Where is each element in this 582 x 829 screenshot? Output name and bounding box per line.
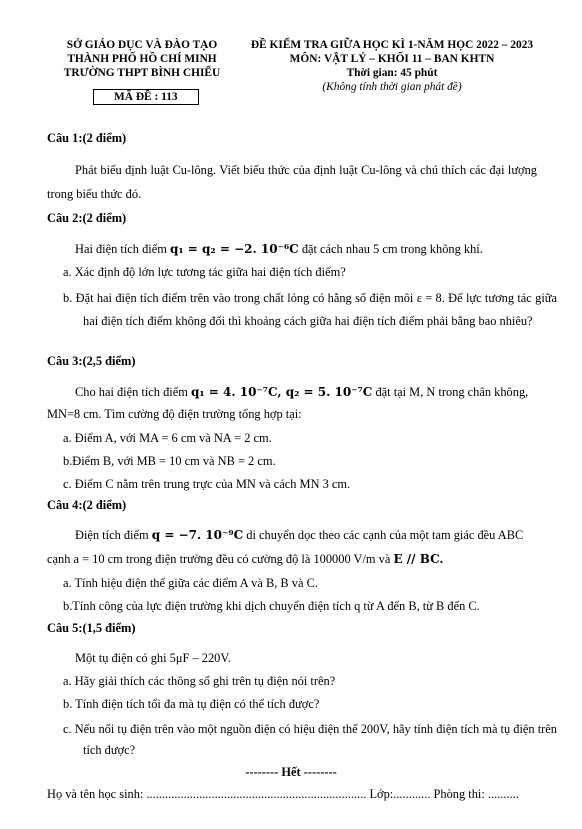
q2-part-b: b. Đặt hai điện tích điểm trên vào trong chất lỏng có hằng số điện môi ε = 8. Để lực tương tác giữa hai điện tích điểm không đổi thì khoảng cách giữa hai điện tích điểm phải bằng bao nhiêu? (63, 291, 557, 328)
q5-title: Câu 5:(1,5 điểm) (47, 621, 136, 635)
q3-part-b: b.Điểm B, với MB = 10 cm và NB = 2 cm. (63, 454, 276, 468)
q3-part-a: a. Điểm A, với MA = 6 cm và NA = 2 cm. (63, 431, 272, 445)
exam-title: ĐỀ KIỂM TRA GIỮA HỌC KÌ 1-NĂM HỌC 2022 – 2023 (250, 39, 534, 51)
q4-part-a: a. Tính hiệu điện thế giữa các điểm A và B, B và C. (63, 576, 318, 590)
q3-formula: q₁ = 4. 10⁻⁷C, q₂ = 5. 10⁻⁷C (190, 385, 373, 399)
q1-text: Phát biểu định luật Cu-lông. Viết biểu thức của định luật Cu-lông và chú thích các đại lượng trong biểu thức đó. (47, 163, 537, 201)
exam-code-box (93, 89, 199, 105)
school-name: TRƯỜNG THPT BÌNH CHIỂU (63, 67, 221, 79)
q2-part-a: a. Xác định độ lớn lực tương tác giữa hai điện tích điểm? (63, 265, 346, 279)
q5-part-c: c. Nếu nối tụ điện trên vào một nguồn điện có hiệu điện thế 200V, hãy tính điện tích mà tụ điện trên tích được? (63, 722, 557, 757)
end-marker: -------- Hết -------- (245, 765, 337, 779)
q5-part-b: b. Tính điện tích tối đa mà tụ điện có thể tích được? (63, 697, 320, 711)
q4-part-b: b.Tính công của lực điện trường khi dịch chuyển điện tích q từ A đến B, từ B đến C. (63, 599, 480, 613)
q4-line2-formula: E // BC. (393, 552, 444, 566)
exam-code: MÃ ĐỀ : 113 (114, 91, 178, 103)
subject-line: MÔN: VẬT LÝ – KHỐI 11 – BAN KHTN (289, 53, 495, 65)
q3-part-c: c. Điểm C nằm trên trung trực của MN và cách MN 3 cm. (63, 477, 351, 491)
q4-formula: q = −7. 10⁻⁹C (151, 528, 244, 542)
q3-intro-a: Cho hai điện tích điểm (75, 385, 188, 399)
q4-title: Câu 4:(2 điểm) (47, 498, 127, 512)
header-left (58, 38, 226, 80)
department-name: SỞ GIÁO DỤC VÀ ĐÀO TẠO (66, 39, 218, 51)
header-right (238, 38, 546, 94)
city-name: THÀNH PHỐ HỒ CHÍ MINH (67, 53, 217, 65)
q3-intro (75, 384, 528, 400)
q3-intro-b: đặt tại M, N trong chân không, (375, 385, 529, 399)
q2-title: Câu 2:(2 điểm) (47, 211, 127, 225)
q2-intro-b: đặt cách nhau 5 cm trong không khí. (301, 242, 483, 256)
q3-title: Câu 3:(2,5 điểm) (47, 354, 136, 368)
time-note: (Không tính thời gian phát đề) (322, 81, 462, 93)
q4-intro-a: Điện tích điểm (75, 528, 149, 542)
q4-intro-b: di chuyển dọc theo các cạnh của một tam giác đều ABC (246, 528, 524, 542)
q5-part-a: a. Hãy giải thích các thông số ghi trên tụ điện nói trên? (63, 674, 336, 688)
q4-line2-a: cạnh a = 10 cm trong điện trường đều có cường độ là 100000 V/m và (47, 552, 391, 566)
q2-formula: q₁ = q₂ = −2. 10⁻⁶C (169, 242, 299, 256)
q2-intro-a: Hai điện tích điểm (75, 242, 167, 256)
q4-intro (75, 527, 523, 543)
q1-title: Câu 1:(2 điểm) (47, 131, 127, 145)
q4-line2 (47, 551, 444, 567)
q3-line2: MN=8 cm. Tìm cường độ điện trường tổng hợp tại: (47, 407, 302, 421)
time-line: Thời gian: 45 phút (346, 67, 438, 79)
q2-intro (75, 241, 483, 257)
student-info-line: Họ và tên học sinh: ....................................................................... Lớp:............ Phòng thi: .......... (47, 787, 519, 801)
q5-intro: Một tụ điện có ghi 5μF – 220V. (75, 651, 231, 665)
